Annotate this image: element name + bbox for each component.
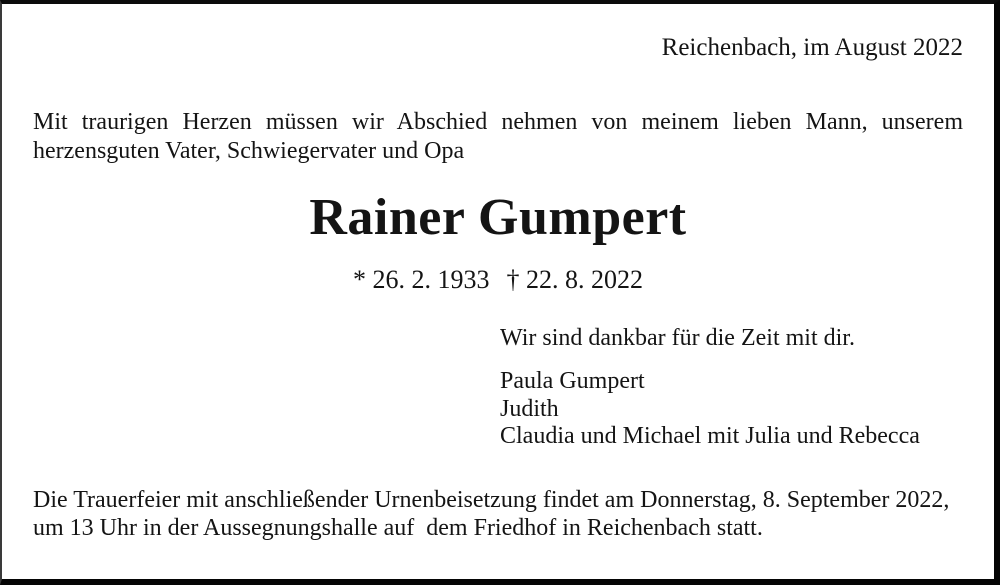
intro-paragraph [33, 108, 963, 165]
intro-line: Mit traurigen Herzen müssen wir Abschied nehmen von meinem lieben Mann, unserem [33, 109, 963, 135]
mourners-list [500, 368, 974, 451]
dateline: Reichenbach, im August 2022 [661, 34, 963, 61]
tribute-line: Wir sind dankbar für die Zeit mit dir. [500, 325, 855, 351]
birth-date: * 26. 2. 1933 [353, 265, 490, 294]
intro-line: herzensguten Vater, Schwiegervater und Opa [33, 137, 465, 164]
mourner-name: Paula Gumpert [500, 368, 645, 394]
mourner-name: Judith [500, 395, 559, 422]
funeral-details [33, 486, 963, 542]
mourner-name: Claudia und Michael mit Julia und Rebecca [500, 423, 920, 449]
funeral-line: Die Trauerfeier mit anschließender Urnenbeisetzung findet am Donnerstag, 8. September 2022, [33, 487, 950, 513]
deceased-name: Rainer Gumpert [309, 189, 687, 246]
funeral-line: um 13 Uhr in der Aussegnungshalle auf dem Friedhof in Reichenbach statt. [33, 515, 763, 541]
life-dates [33, 265, 963, 295]
death-date: † 22. 8. 2022 [506, 265, 643, 294]
